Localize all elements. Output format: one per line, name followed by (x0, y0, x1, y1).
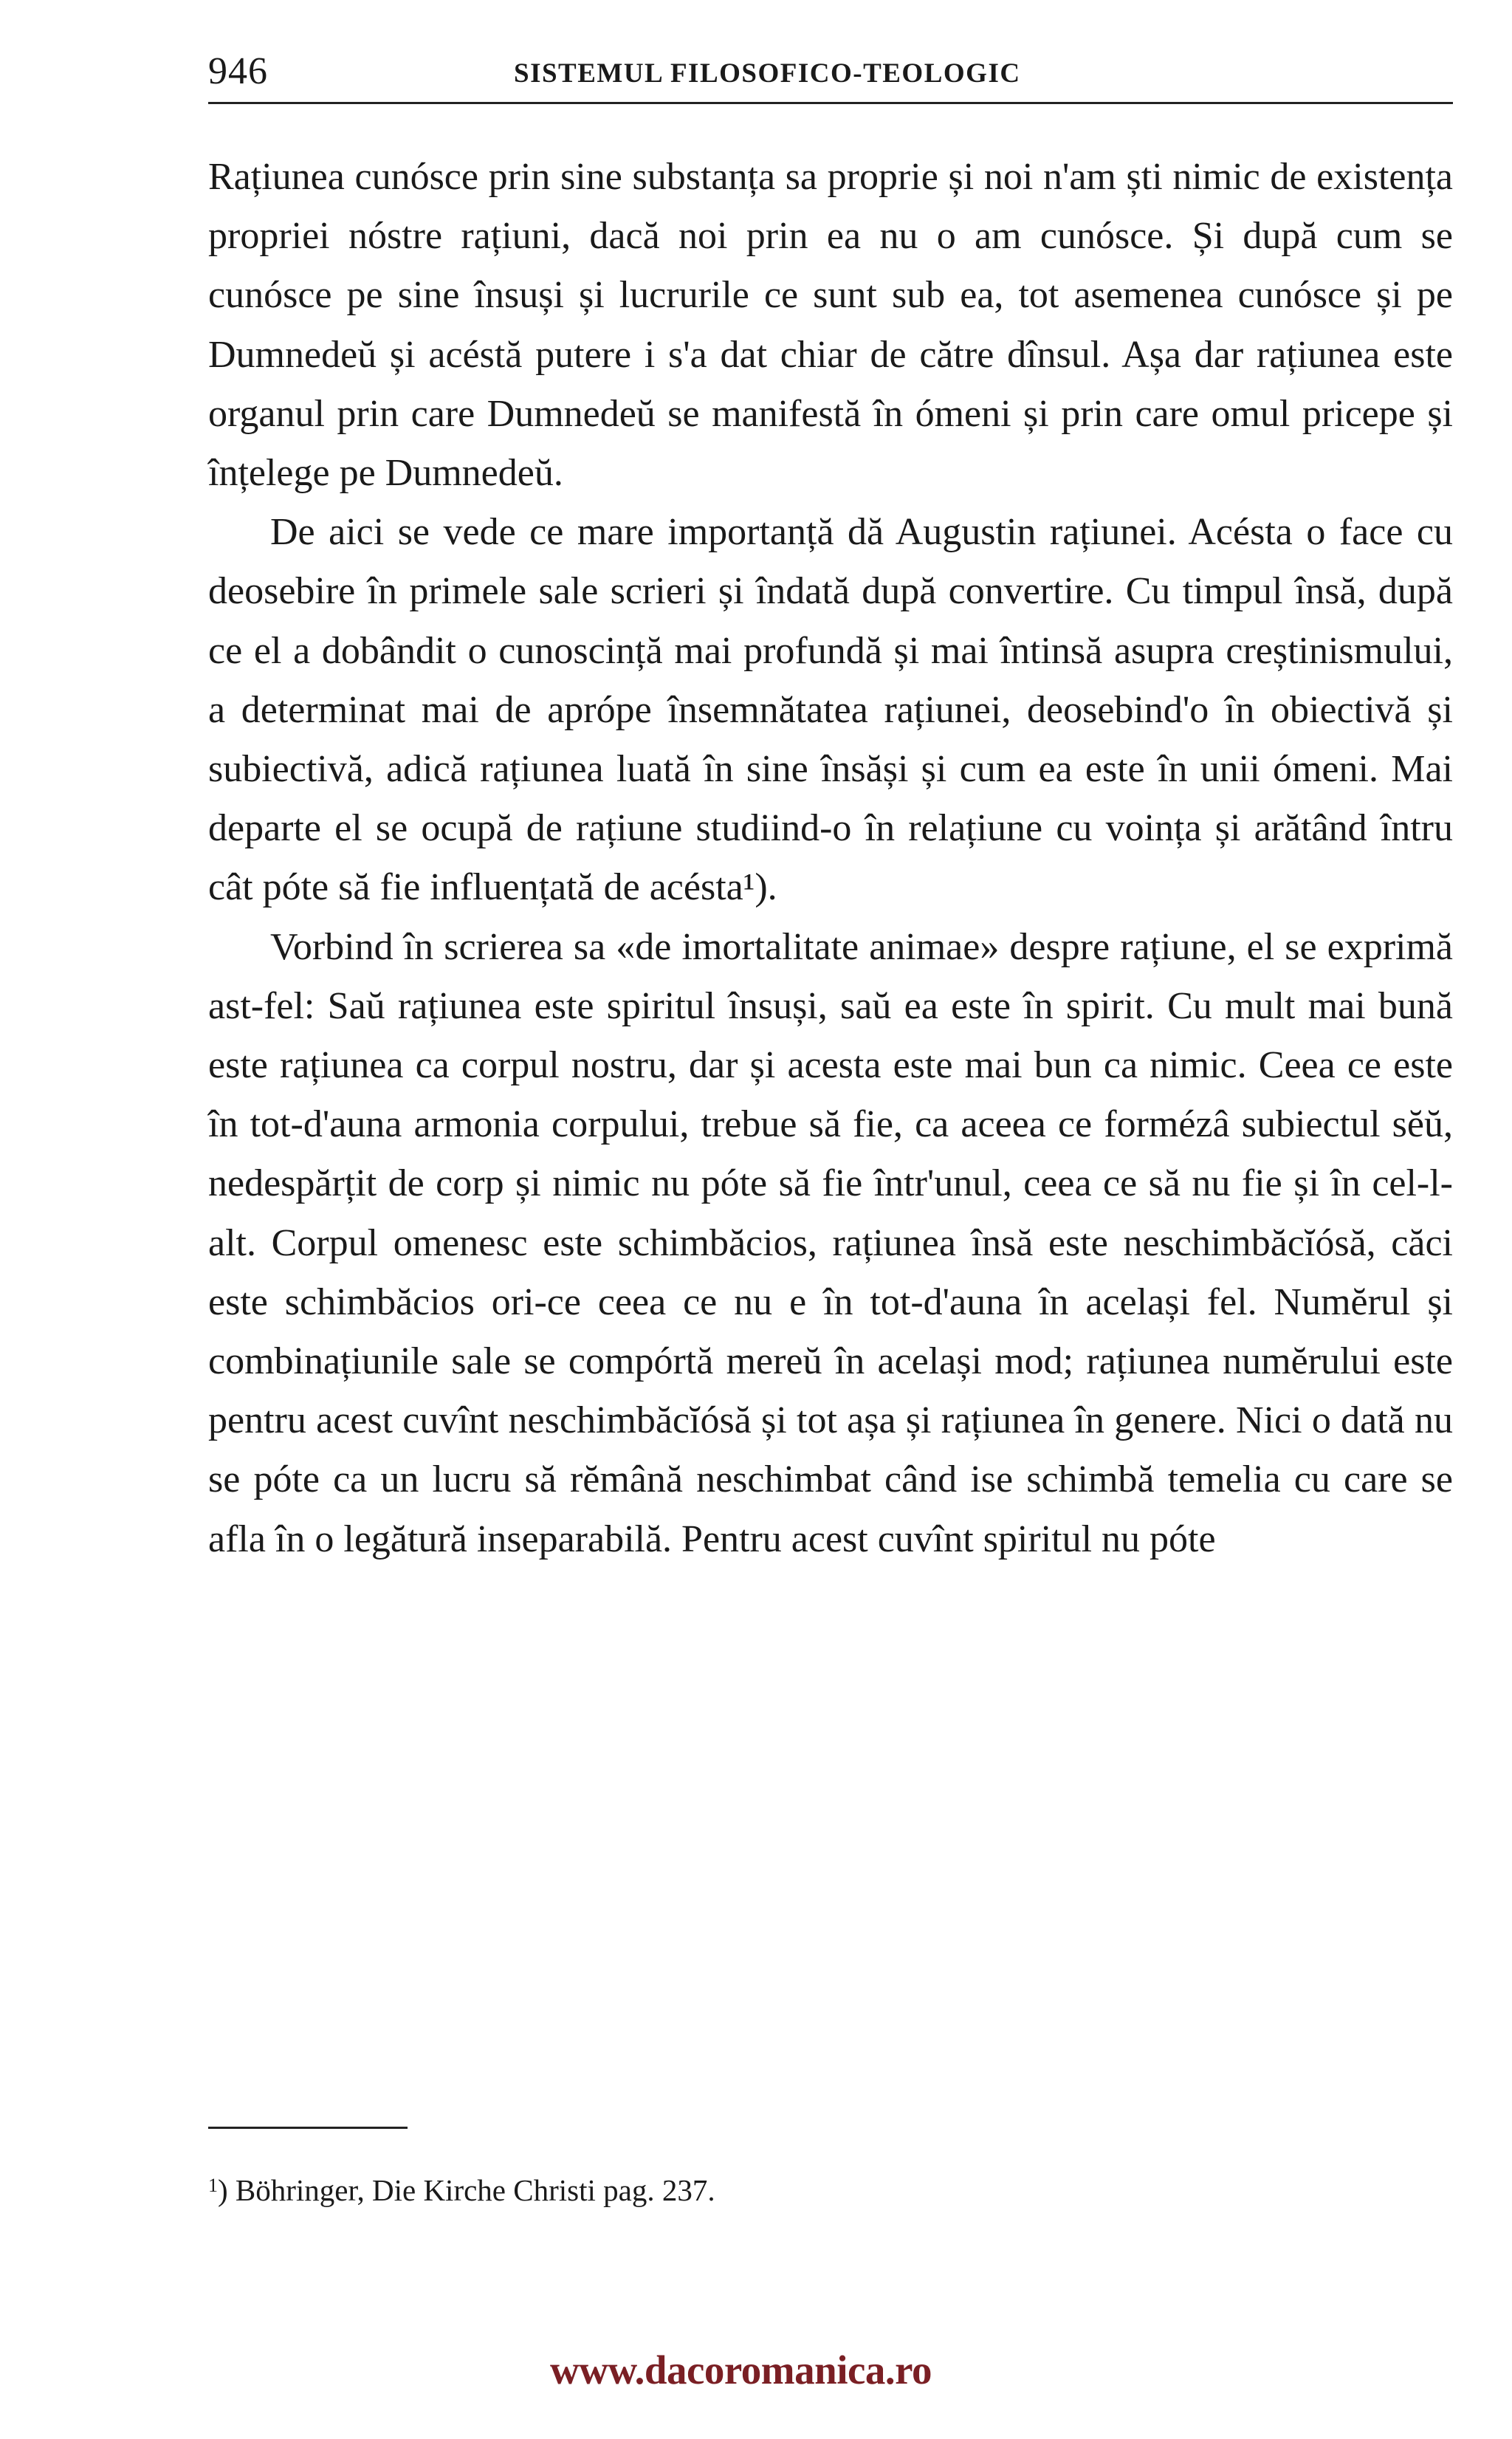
footnote-marker: 1 (208, 2175, 218, 2196)
page-header (208, 46, 1453, 97)
footnote-text: ) Böhringer, Die Kirche Christi pag. 237. (218, 2173, 715, 2207)
footnote-rule (208, 2127, 408, 2129)
paragraph-1: Rațiunea cunósce prin sine substanța sa proprie și noi n'am ști nimic de existența propriei nóstre rațiuni, dacă noi prin ea nu o am cunósce. Și după cum se cunósce pe sine însuși și lucrurile ce sunt sub ea, tot asemenea cunósce și pe Dumnedeŭ și acéstă putere i s'a dat chiar de către dînsul. Așa dar rațiunea este organul prin care Dumnedeŭ se manifestă în ómeni și prin care omul pricepe și înțelege pe Dumnedeŭ. (208, 156, 1453, 495)
footnote (208, 2164, 715, 2212)
page-number: 946 (208, 50, 268, 92)
body-text (208, 148, 1453, 1569)
running-head: SISTEMUL FILOSOFICO-TEOLOGIC (514, 58, 1021, 89)
book-page (208, 0, 1453, 2439)
paragraph-2: De aici se vede ce mare importanță dă Augustin rațiunei. Acésta o face cu deosebire în primele sale scrieri și îndată după convertire. Cu timpul însă, după ce el a dobândit o cunoscință mai profundă și mai întinsă asupra creștinismului, a determinat mai de aprópe însemnătatea rațiunei, deosebind'o în obiectivă și subiectivă, adică rațiunea luată în sine însăși și cum ea este în unii ómeni. Mai departe el se ocupă de rațiune studiind-o în relațiune cu voința și arătând întru cât póte să fie influențată de acésta¹). (208, 511, 1453, 909)
header-rule (208, 102, 1453, 104)
watermark-link[interactable]: www.dacoromanica.ro (550, 2347, 932, 2392)
paragraph-3: Vorbind în scrierea sa «de imortalitate animae» despre rațiune, el se exprimă ast-fel: Saŭ rațiunea este spiritul însuși, saŭ ea este în spirit. Cu mult mai bună este rațiunea ca corpul nostru, dar și acesta este mai bun ca nimic. Ceea ce este în tot-d'auna armonia corpului, trebue să fie, ca aceea ce formézâ subiectul sĕŭ, nedespărțit de corp și nimic nu póte să fie într'unul, ceea ce să nu fie și în cel-l-alt. Corpul omenesc este schimbăcios, rațiunea însă este neschimbăcĭósă, căci este schimbăcios ori-ce ceea ce nu e în tot-d'auna în același fel. Numĕrul și combinațiunile sale se compórtă mereŭ în același mod; rațiunea numĕrului este pentru acest cuvînt neschimbăcĭósă și tot așa și rațiunea în genere. Nici o dată nu se póte ca un lucru să rĕmână neschimbat când ise schimbă temelia cu care se afla în o legătură inseparabilă. Pentru acest cuvînt spiritul nu póte (208, 925, 1453, 1560)
